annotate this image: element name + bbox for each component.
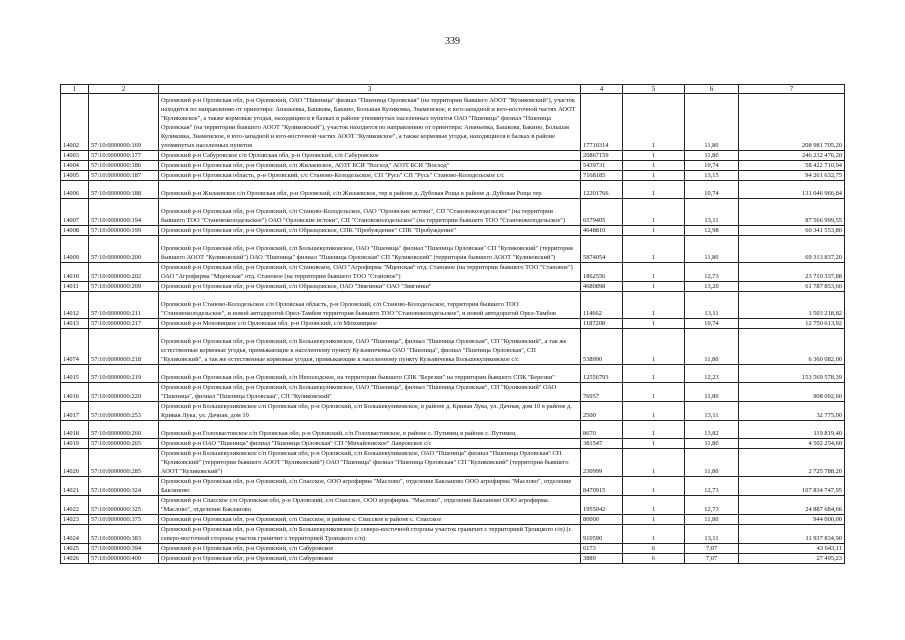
cell-value: 131 046 966,84 (739, 181, 845, 199)
cell-code: 57:10:0000000:400 (89, 554, 159, 564)
cell-code: 57:10:0000000:219 (89, 365, 159, 383)
cell-code: 57:10:0000000:177 (89, 151, 159, 161)
cell-area: 2500 (581, 402, 623, 421)
cell-area: 1187208 (581, 319, 623, 329)
cell-k: 1 (623, 365, 685, 383)
cell-rate: 13,11 (685, 402, 739, 421)
cell-value: 94 261 632,75 (739, 171, 845, 181)
cell-n: 14074 (61, 329, 89, 365)
column-header: 2 (89, 85, 159, 94)
cell-rate: 12,73 (685, 263, 739, 282)
cell-area: 20867159 (581, 151, 623, 161)
cell-rate: 11,80 (685, 439, 739, 449)
cell-value: 119 819,40 (739, 421, 845, 439)
cell-desc: Орловский р-н Орловская обл, р-н Орловский, с/п Жилаевское, АОЗТ БСИ "Восход" АОЗТ БСИ "Восход" (159, 161, 581, 171)
cell-n: 14021 (61, 477, 89, 496)
cell-area: 910590 (581, 525, 623, 544)
table-row (61, 171, 845, 181)
table-row (61, 319, 845, 329)
cell-value: 2 725 788,20 (739, 449, 845, 477)
cell-code: 57:10:0000000:285 (89, 449, 159, 477)
cell-value: 208 981 705,20 (739, 94, 845, 151)
table-row (61, 263, 845, 282)
cell-n: 14004 (61, 161, 89, 171)
cell-desc: Орловский р-н Орловская обл, р-н Орловский, с/п Большекуликовское, ОАО "Пшеница", филиал "Пшеница Орловская", СП "Куликовский", а так же естественные кормовые угодья, примыкающие к населенному пункту Кузьминчевка ОАО "Пшеница", филиал "Пшеница Орловская", СП "Куликовский", а так же естественные кормовые угодья, примыкающие к населенному пункту Кузьмичевка Большекуликовское с/с (159, 329, 581, 365)
cell-rate: 13,20 (685, 282, 739, 292)
table-row (61, 477, 845, 496)
cell-rate: 13,11 (685, 199, 739, 226)
cell-code: 57:10:0000000:265 (89, 439, 159, 449)
cell-n: 14006 (61, 181, 89, 199)
cell-desc: Орловский р-н Орловская обл, р-н Орловский, с/п Большекуликовское, ОАО "Пшеница" филиал "Пшеница Орловская" СП "Куликовский" (территория бывшего АООТ "Куликовский") ОАО "Пшеница" филиал "Пшеница Орловская" СП "Куликовский" (территория бывшего АООТ "Куликовский") (159, 236, 581, 263)
cell-code: 57:10:0000000:253 (89, 402, 159, 421)
cell-code: 57:10:0000000:218 (89, 329, 159, 365)
cell-n: 14005 (61, 171, 89, 181)
column-header: 5 (623, 85, 685, 94)
cell-value: 11 937 834,90 (739, 525, 845, 544)
cell-value: 27 495,23 (739, 554, 845, 564)
cell-code: 57:10:0000000:188 (89, 181, 159, 199)
register-table (60, 84, 845, 564)
cell-desc: Орловский р-н Жилаевское с/п Орловская обл, р-н Орловский, с/п Жилаевское, тер в районе д. Дубовая Роща в районе д. Дубовая Роща тер (159, 181, 581, 199)
cell-rate: 12,98 (685, 226, 739, 236)
cell-rate: 12,73 (685, 496, 739, 515)
cell-k: 6 (623, 544, 685, 554)
cell-value: 60 341 553,80 (739, 226, 845, 236)
cell-value: 944 000,00 (739, 515, 845, 525)
cell-k: 1 (623, 515, 685, 525)
cell-area: 17710314 (581, 94, 623, 151)
cell-k: 1 (623, 263, 685, 282)
cell-value: 24 887 684,66 (739, 496, 845, 515)
cell-value: 107 834 747,95 (739, 477, 845, 496)
cell-n: 14009 (61, 236, 89, 263)
cell-desc: Орловский р-н Большекуликовское с/п Орловская обл, р-н Орловский, с/п Большекуликовское, ОАО "Пшеница" филиал "Пшеница Орловская" СП "Куликовский" (территория бывшего АООТ "Куликовский") ОАО "Пшеница" филиал "Пшеница Орловская" СП "Куликовский" (территория бывшего АООТ "Куликовский") (159, 449, 581, 477)
cell-value: 87 566 999,55 (739, 199, 845, 226)
cell-desc: Орловский р-н Голохвастовское с/п Орловская обл, р-н Орловский, с/п Голохвастовское, в районе с. Путимец в районе с. Путимец (159, 421, 581, 439)
cell-code: 57:10:0000000:220 (89, 383, 159, 402)
cell-n: 14007 (61, 199, 89, 226)
cell-code: 57:10:0000000:200 (89, 236, 159, 263)
cell-desc: Орловский р-н Орловская обл, р-н Орловский, с/п Большекуликовское, ОАО "Пшеница", филиал "Пшеница Орловская", СП "Куликовский" ОАО "Пшеница", филиал "Пшеница Орловская", СП "Куликовский" (159, 383, 581, 402)
cell-rate: 7,07 (685, 554, 739, 564)
table-row (61, 554, 845, 564)
cell-rate: 12,73 (685, 477, 739, 496)
register-table-container (60, 84, 844, 564)
cell-desc: Орловский р-н Орловская обл, р-н Орловский, с/п Неполодское, на территории бывшего СПК "Березки" на территории бывшего СПК "Березки" (159, 365, 581, 383)
cell-n: 14017 (61, 402, 89, 421)
cell-desc: Орловский р-н Орловская обл, р-н Орловский, с/п Сабуровское (159, 554, 581, 564)
table-row (61, 383, 845, 402)
cell-k: 1 (623, 329, 685, 365)
cell-area: 8670 (581, 421, 623, 439)
cell-code: 57:10:0000000:324 (89, 477, 159, 496)
cell-area: 1955042 (581, 496, 623, 515)
cell-k: 1 (623, 402, 685, 421)
table-row (61, 329, 845, 365)
cell-value: 153 569 578,39 (739, 365, 845, 383)
cell-k: 1 (623, 94, 685, 151)
cell-rate: 11,80 (685, 449, 739, 477)
cell-value: 6 360 082,00 (739, 329, 845, 365)
cell-code: 57:10:0000000:209 (89, 282, 159, 292)
cell-desc: Орловский р-н Орловская обл, р-н Орловский, с/п Образцовское, ОАО "Звягинки" ОАО "Звягинки" (159, 282, 581, 292)
column-header: 4 (581, 85, 623, 94)
cell-desc: Орловский р-н Сабуровское с/п Орловская обл, р-н Орловский, с/п Сабуровское (159, 151, 581, 161)
cell-desc: Орловский р-н Орловская обл, р-н Орловский, с/п Спасское, ООО агрофирма "Маслово", отделение Бакланово ООО агрофирма "Маслово", отделение Бакланово (159, 477, 581, 496)
cell-area: 76957 (581, 383, 623, 402)
cell-rate: 10,74 (685, 161, 739, 171)
cell-desc: Орловский р-н Орловская обл, р-н Орловский, с/п Сабуровское (159, 544, 581, 554)
cell-n: 14020 (61, 449, 89, 477)
cell-area: 12556793 (581, 365, 623, 383)
cell-area: 5874054 (581, 236, 623, 263)
cell-area: 538990 (581, 329, 623, 365)
cell-k: 1 (623, 292, 685, 319)
cell-k: 1 (623, 161, 685, 171)
cell-desc: Орловский р-н Орловская обл, р-н Орловский, с/п Спасское, в районе с. Спасское в районе с. Спасское (159, 515, 581, 525)
cell-area: 12201766 (581, 181, 623, 199)
cell-n: 14026 (61, 554, 89, 564)
cell-value: 61 787 853,60 (739, 282, 845, 292)
cell-code: 57:10:0000000:325 (89, 496, 159, 515)
cell-desc: Орловский р-н Спасское с/п Орловская обл, р-н Орловский, с/п Спасское, ООО агрофирма. "Маслово", отделение Бакланово ООО агрофирма. "Маслово", отделение Бакланово (159, 496, 581, 515)
cell-k: 1 (623, 477, 685, 496)
cell-k: 1 (623, 319, 685, 329)
cell-area: 230999 (581, 449, 623, 477)
cell-n: 14023 (61, 515, 89, 525)
cell-k: 1 (623, 181, 685, 199)
column-header: 1 (61, 85, 89, 94)
cell-value: 23 710 337,88 (739, 263, 845, 282)
table-row (61, 365, 845, 383)
page-number: 339 (445, 36, 460, 47)
cell-desc: Орловский р-н Большекуликовское с/п Орловская обл, р-н Орловский, с/п Большекуликовское, в районе д. Кривая Лука, ул. Дачная, дом 10 в районе д. Кривая Лука, ул. Дачная, дом 10 (159, 402, 581, 421)
cell-n: 14024 (61, 525, 89, 544)
cell-area: 114662 (581, 292, 623, 319)
cell-rate: 10,74 (685, 181, 739, 199)
cell-code: 57:10:0000000:375 (89, 515, 159, 525)
table-row (61, 544, 845, 554)
table-row (61, 439, 845, 449)
cell-area: 3889 (581, 554, 623, 564)
cell-rate: 11,80 (685, 94, 739, 151)
column-header: 6 (685, 85, 739, 94)
cell-k: 1 (623, 199, 685, 226)
cell-code: 57:10:0000000:260 (89, 421, 159, 439)
cell-area: 381547 (581, 439, 623, 449)
cell-value: 58 422 710,94 (739, 161, 845, 171)
cell-k: 1 (623, 421, 685, 439)
cell-rate: 13,82 (685, 421, 739, 439)
cell-n: 14002 (61, 94, 89, 151)
cell-area: 7168185 (581, 171, 623, 181)
cell-desc: Орловский р-н Орловская обл, р-н Орловский, ОАО "Пшеница" филиал "Пшеница Орловская" (на территории бывшего АООТ "Куликовский"), участок находится по направлению от ориентира: Ананьевка, Башкова, Бакино, Большая Куликовка, Знаменское, в юго-западной и юго-восточной частях АООТ "Куликовское", а также кормовые угодья, находящиеся в балках в районе упомянутых населенных пунктов ОАО "Пшеница" филиал "Пшеница Орловская" (на территории бывшего АООТ "Куликовский"), участок находится по направлению от ориентира: Ананьевка, Башкова, Бакино, Большая Куликовка, Знаменское, в юго-западной и юго-восточной частях АООТ "Куликовское", а также кормовые угодья, находящиеся в балках в районе упомянутых населенных пунктов (159, 94, 581, 151)
cell-value: 908 092,60 (739, 383, 845, 402)
cell-code: 57:10:0000000:202 (89, 263, 159, 282)
cell-k: 1 (623, 171, 685, 181)
cell-desc: Орловский р-н ОАО "Пшеница" филиал "Пшеница Орловская" СП "Михайловское" Лавровское с/с (159, 439, 581, 449)
cell-k: 6 (623, 554, 685, 564)
cell-k: 1 (623, 525, 685, 544)
cell-value: 32 775,00 (739, 402, 845, 421)
cell-area: 8470915 (581, 477, 623, 496)
cell-desc: Орловский р-н Орловская обл, р-н Орловский, с/п Становское, ОАО "Агрофирма "Мценская" отд. Становое (на территории бывшего ТОО "Становое") ОАО "Агрофирма "Мценская" отд. Становое (на территории бывшего ТОО "Становое") (159, 263, 581, 282)
table-row (61, 292, 845, 319)
cell-n: 14025 (61, 544, 89, 554)
cell-desc: Орловский р-н Орловская обл, р-н Орловский, с/п Образцовское, СПК "Пробуждение" СПК "Пробуждение" (159, 226, 581, 236)
cell-desc: Орловский р-н Моховицкое с/п Орловская обл, р-н Орловский, с/п Моховицкое (159, 319, 581, 329)
cell-n: 14013 (61, 319, 89, 329)
cell-k: 1 (623, 496, 685, 515)
cell-rate: 11,80 (685, 329, 739, 365)
cell-value: 246 232 476,20 (739, 151, 845, 161)
cell-code: 57:10:0000000:169 (89, 94, 159, 151)
cell-rate: 11,80 (685, 515, 739, 525)
cell-area: 6173 (581, 544, 623, 554)
cell-area: 4648810 (581, 226, 623, 236)
cell-code: 57:10:0000000:194 (89, 199, 159, 226)
cell-area: 6579405 (581, 199, 623, 226)
cell-code: 57:10:0000000:187 (89, 171, 159, 181)
cell-desc: Орловский р-н Станово-Колодезьское с/п Орловская область, р-н Орловский, с/п Станово-Колодезьское, территория бывшего ТОО "Становоколодезьское", и новой автодорогой Орел-Тамбов территория бывшего ТОО "Становоколодезьское", и новой автодорогой Орел-Тамбов (159, 292, 581, 319)
table-row (61, 151, 845, 161)
cell-rate: 11,80 (685, 236, 739, 263)
cell-code: 57:10:0000000:217 (89, 319, 159, 329)
cell-desc: Орловский р-н Орловская обл, р-н Орловский, с/п Большекуликовское (с северо-восточной стороны участок граничит с территорией Троицкого с/п) (с северо-восточной стороны участок граничит с территорией Троицкого с/п) (159, 525, 581, 544)
cell-n: 14022 (61, 496, 89, 515)
cell-n: 14019 (61, 439, 89, 449)
cell-rate: 11,80 (685, 383, 739, 402)
cell-k: 1 (623, 236, 685, 263)
cell-k: 1 (623, 383, 685, 402)
cell-value: 43 643,11 (739, 544, 845, 554)
cell-code: 57:10:0000000:383 (89, 525, 159, 544)
table-row (61, 421, 845, 439)
cell-desc: Орловский р-н Орловская область, р-н Орловский, с/с Станово-Колодезьское, СП "Русь" СП "Русь" Станово-Колодезьское с/с (159, 171, 581, 181)
cell-code: 57:10:0000000:186 (89, 161, 159, 171)
cell-code: 57:10:0000000:199 (89, 226, 159, 236)
table-row (61, 525, 845, 544)
table-row (61, 94, 845, 151)
table-row (61, 496, 845, 515)
cell-rate: 7,07 (685, 544, 739, 554)
cell-code: 57:10:0000000:394 (89, 544, 159, 554)
table-row (61, 181, 845, 199)
header-row (61, 85, 845, 94)
cell-n: 14011 (61, 282, 89, 292)
cell-n: 14012 (61, 292, 89, 319)
cell-value: 12 750 613,92 (739, 319, 845, 329)
cell-rate: 10,74 (685, 319, 739, 329)
table-row (61, 226, 845, 236)
cell-value: 4 502 254,60 (739, 439, 845, 449)
cell-n: 14018 (61, 421, 89, 439)
cell-rate: 13,11 (685, 292, 739, 319)
table-row (61, 449, 845, 477)
cell-k: 1 (623, 439, 685, 449)
cell-area: 1862556 (581, 263, 623, 282)
table-row (61, 282, 845, 292)
cell-rate: 13,11 (685, 525, 739, 544)
cell-k: 1 (623, 151, 685, 161)
table-body (61, 94, 845, 564)
table-row (61, 236, 845, 263)
cell-n: 14003 (61, 151, 89, 161)
cell-area: 5439731 (581, 161, 623, 171)
column-header: 3 (159, 85, 581, 94)
cell-value: 1 503 218,82 (739, 292, 845, 319)
cell-n: 14016 (61, 383, 89, 402)
cell-n: 14010 (61, 263, 89, 282)
cell-value: 69 313 837,20 (739, 236, 845, 263)
cell-n: 14015 (61, 365, 89, 383)
cell-k: 1 (623, 449, 685, 477)
cell-desc: Орловский р-н Орловская обл, р-н Орловский, с/п Станово-Колодезьское, ОАО "Орловские истоки", СП "Становоколодезьское" (на территории бывшего ТОО "Становоколодезьское") ОАО "Орловские истоки", СП "Становоколодезьское" (на территории бывшего ТОО "Становоколодезьское") (159, 199, 581, 226)
table-row (61, 402, 845, 421)
table-row (61, 199, 845, 226)
table-row (61, 161, 845, 171)
cell-rate: 13,15 (685, 171, 739, 181)
cell-n: 14008 (61, 226, 89, 236)
column-header: 7 (739, 85, 845, 94)
cell-k: 1 (623, 226, 685, 236)
table-row (61, 515, 845, 525)
cell-rate: 11,80 (685, 151, 739, 161)
cell-area: 4680898 (581, 282, 623, 292)
cell-code: 57:10:0000000:211 (89, 292, 159, 319)
cell-area: 80000 (581, 515, 623, 525)
cell-k: 1 (623, 282, 685, 292)
cell-rate: 12,23 (685, 365, 739, 383)
